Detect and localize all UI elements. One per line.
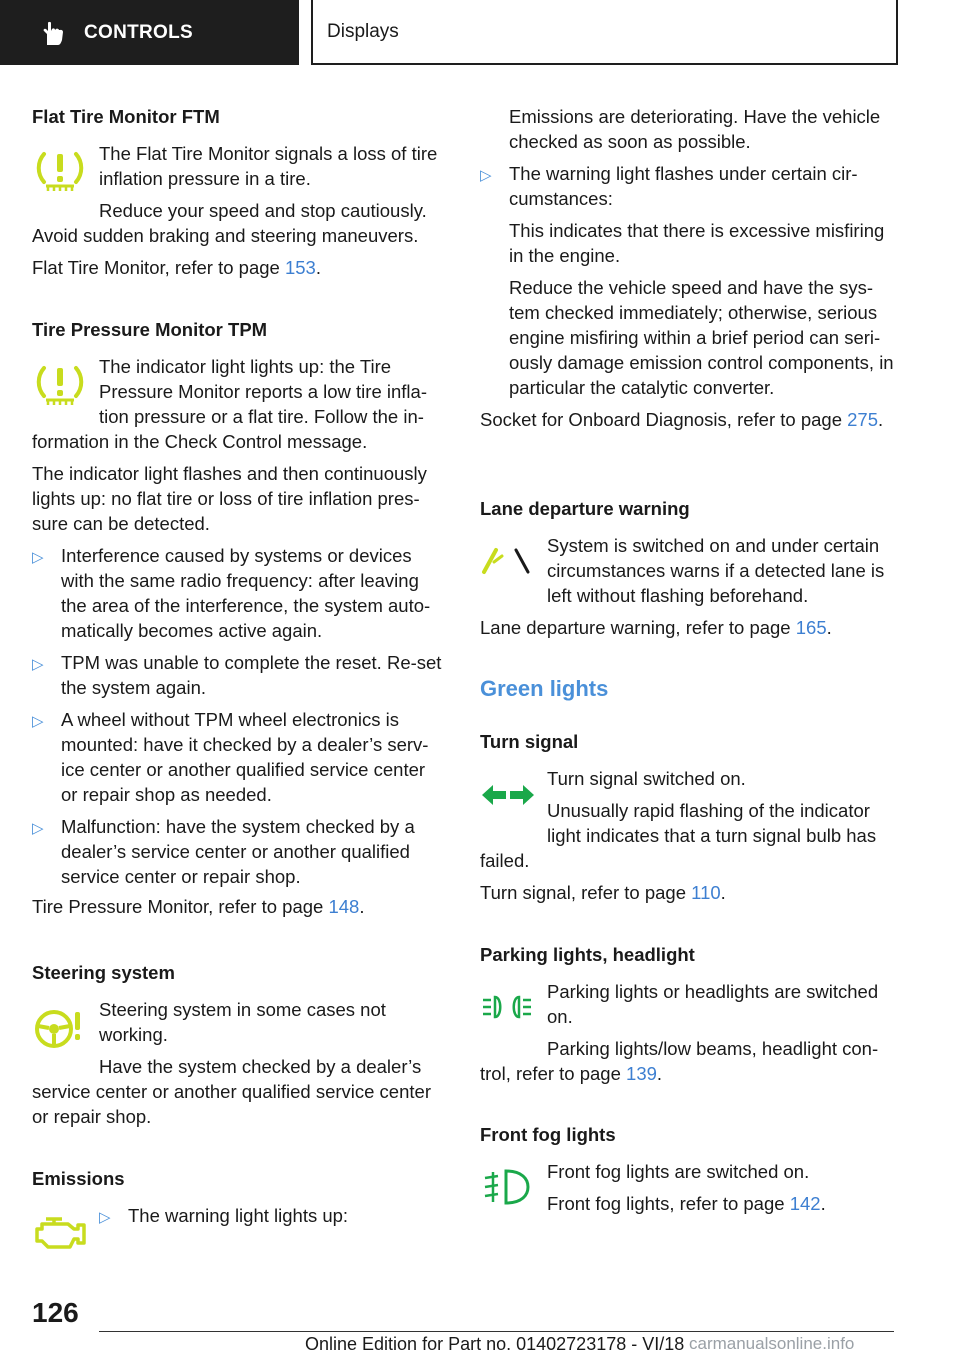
page-reference: Turn signal, refer to page 110. [480, 882, 726, 903]
paragraph: This indicates that there is excessive misfiring in the engine. [509, 220, 885, 266]
paragraph: Avoid sudden braking and steering maneuvers. [32, 225, 419, 246]
page-link[interactable]: 139 [626, 1063, 657, 1084]
section-heading: Front fog lights [480, 1124, 616, 1145]
emissions-section [32, 1166, 444, 1228]
bullet-triangle-icon: ▷ [32, 656, 44, 673]
tpm-section [32, 317, 444, 919]
front-fog-lights-icon [482, 1168, 534, 1206]
page-reference: Tire Pressure Monitor, refer to page 148. [32, 896, 365, 917]
paragraph: Parking lights or headlights are switched on. [547, 981, 879, 1027]
bullet-triangle-icon: ▷ [32, 713, 44, 730]
paragraph: Turn signal switched on. [547, 768, 746, 789]
tire-pressure-warning-icon [34, 362, 86, 408]
page-reference: trol, refer to page 139. [480, 1063, 663, 1084]
turn-signal-section [480, 729, 898, 905]
list-item: ▷ TPM was unable to complete the reset. Re-set the system again. [32, 652, 442, 698]
section-heading: Lane departure warning [480, 498, 690, 519]
paragraph: Emissions are deteriorating. Have the vehicle checked as soon as possible. [509, 106, 881, 152]
section-heading: Turn signal [480, 731, 579, 752]
paragraph: Have the system checked by a dealer’s [99, 1056, 422, 1077]
emissions-continued [480, 104, 898, 432]
section-heading: Tire Pressure Monitor TPM [32, 319, 268, 340]
paragraph: System is switched on and under certain circumstances warns if a detected lane is left without flashing beforehand. [547, 535, 885, 606]
paragraph: failed. [480, 850, 530, 871]
paragraph: Steering system in some cases not working. [99, 999, 386, 1045]
list-item: ▷ The warning light flashes under certain cir-cumstances: [480, 163, 858, 209]
page-link[interactable]: 142 [789, 1193, 821, 1214]
paragraph: The indicator light flashes and then continuously lights up: no flat tire or loss of tire inflation pres-sure can be detected. [32, 463, 427, 534]
steering-section [32, 960, 444, 1129]
list-item: ▷ The warning light lights up: [99, 1203, 444, 1228]
bullet-triangle-icon: ▷ [480, 167, 492, 184]
page-link[interactable]: 148 [328, 896, 360, 917]
page-header [0, 0, 960, 66]
section-heading: Parking lights, headlight [480, 944, 695, 965]
section-label: CONTROLS [84, 21, 194, 43]
list-item: ▷ Malfunction: have the system checked by a dealer’s service center or another qualified service center or repair shop. [32, 816, 415, 887]
paragraph: Reduce your speed and stop cautiously. [99, 200, 427, 221]
list-item: ▷ A wheel without TPM wheel electronics is mounted: have it checked by a dealer’s serv-ice center or another qualified service center or repair shop as needed. [32, 709, 429, 805]
page-link[interactable]: 110 [691, 882, 721, 903]
section-heading: Emissions [32, 1168, 125, 1189]
turn-signal-icon [481, 783, 535, 807]
edition-text: Online Edition for Part no. 01402723178 - VI/18 [305, 1334, 685, 1354]
parking-lights-section [480, 942, 898, 1086]
page-link[interactable]: 153 [284, 257, 316, 278]
front-fog-lights-section [480, 1122, 898, 1216]
steering-warning-icon [33, 1006, 85, 1052]
section-heading: Flat Tire Monitor FTM [32, 106, 220, 127]
paragraph: formation in the Check Control message. [32, 431, 368, 452]
parking-lights-icon [480, 992, 534, 1022]
page-reference: Lane departure warning, refer to page 165. [480, 617, 832, 638]
footer-divider [99, 1331, 894, 1332]
flat-tire-warning-icon [34, 148, 86, 194]
watermark: carmanualsonline.info [689, 1334, 855, 1353]
engine-warning-icon [34, 1214, 88, 1252]
page-link[interactable]: 275 [847, 409, 878, 430]
paragraph: service center or another qualified service center or repair shop. [32, 1081, 431, 1127]
ftm-section [32, 104, 444, 280]
page-number: 126 [32, 1297, 79, 1328]
bullet-triangle-icon: ▷ [32, 549, 44, 566]
subsection-label: Displays [327, 20, 399, 42]
page-reference: Socket for Onboard Diagnosis, refer to page 275. [480, 409, 884, 430]
lane-departure-section [480, 496, 898, 640]
paragraph: Reduce the vehicle speed and have the sys-tem checked immediately; otherwise, serious engine misfiring within a brief period can seri-ously damage emission control components, in particular the catalytic converter. [509, 277, 894, 398]
green-lights-heading: Green lights [480, 676, 609, 701]
section-tab-controls[interactable] [0, 0, 299, 65]
bullet-triangle-icon: ▷ [99, 1209, 111, 1226]
list-item: ▷ Interference caused by systems or devices with the same radio frequency: after leaving the area of the interference, the system auto-matically becomes active again. [32, 545, 431, 641]
lane-departure-icon [480, 544, 534, 576]
paragraph: Unusually rapid flashing of the indicator light indicates that a turn signal bulb has [547, 800, 877, 846]
hand-icon [38, 18, 68, 48]
paragraph: The indicator light lights up: the Tire Pressure Monitor reports a low tire infla-tion pressure or a flat tire. Follow the in- [99, 356, 427, 427]
bullet-triangle-icon: ▷ [32, 820, 44, 837]
page-reference: Flat Tire Monitor, refer to page 153. [32, 257, 321, 278]
paragraph: Parking lights/low beams, headlight con- [547, 1038, 879, 1059]
paragraph: The Flat Tire Monitor signals a loss of tire inflation pressure in a tire. [99, 143, 438, 189]
page-reference: Front fog lights, refer to page 142. [547, 1193, 826, 1214]
page-link[interactable]: 165 [795, 617, 827, 638]
paragraph: Front fog lights are switched on. [547, 1161, 810, 1182]
section-heading: Steering system [32, 962, 175, 983]
subsection-tab-displays[interactable] [311, 0, 898, 65]
